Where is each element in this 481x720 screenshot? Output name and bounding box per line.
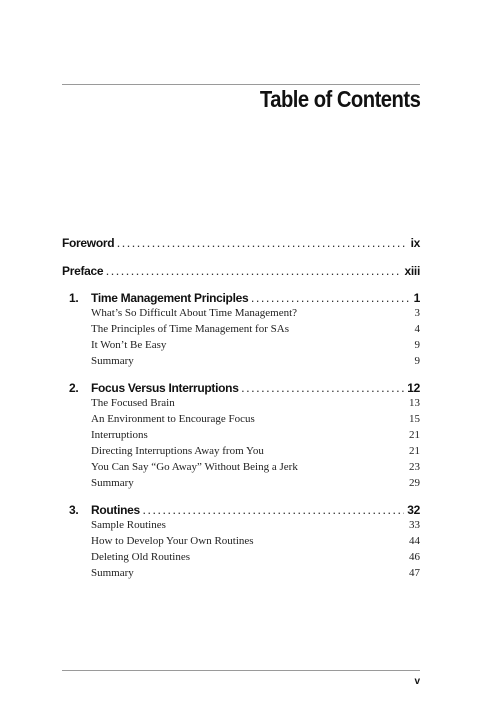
toc-section[interactable] (91, 323, 420, 335)
entry-page: 32 (407, 503, 420, 517)
entry-page: 1 (413, 291, 420, 305)
page-folio: v (414, 676, 420, 687)
section-page: 47 (409, 567, 420, 579)
dot-leader (106, 267, 401, 277)
section-title: The Focused Brain (91, 397, 175, 409)
toc-section[interactable] (91, 551, 420, 563)
section-page: 29 (409, 477, 420, 489)
section-page: 33 (409, 519, 420, 531)
section-title: Sample Routines (91, 519, 166, 531)
section-page: 13 (409, 397, 420, 409)
toc-entry-preface[interactable] (62, 264, 420, 278)
section-title: Deleting Old Routines (91, 551, 190, 563)
toc-section[interactable] (91, 339, 420, 351)
dot-leader (143, 506, 404, 516)
section-page: 21 (409, 429, 420, 441)
entry-title: Preface (62, 264, 104, 278)
section-page: 46 (409, 551, 420, 563)
entry-title: Focus Versus Interruptions (91, 381, 239, 395)
section-title: Summary (91, 567, 134, 579)
footer-rule (62, 670, 420, 671)
entry-page: ix (410, 236, 420, 250)
section-title: An Environment to Encourage Focus (91, 413, 255, 425)
toc-section[interactable] (91, 445, 420, 457)
section-title: Interruptions (91, 429, 148, 441)
chapter-number: 1. (69, 291, 79, 305)
toc-section[interactable] (91, 519, 420, 531)
section-page: 9 (414, 339, 420, 351)
toc-section[interactable] (91, 535, 420, 547)
toc-section[interactable] (91, 413, 420, 425)
section-page: 4 (414, 323, 420, 335)
entry-title: Routines (91, 503, 140, 517)
section-title: Directing Interruptions Away from You (91, 445, 264, 457)
section-title: Summary (91, 355, 134, 367)
section-page: 3 (414, 307, 420, 319)
entry-title: Time Management Principles (91, 291, 249, 305)
section-page: 23 (409, 461, 420, 473)
section-title: How to Develop Your Own Routines (91, 535, 254, 547)
toc-section[interactable] (91, 567, 420, 579)
chapter-number: 2. (69, 381, 79, 395)
chapter-number: 3. (69, 503, 79, 517)
toc-entry-chapter-2[interactable] (69, 381, 420, 395)
section-page: 15 (409, 413, 420, 425)
entry-page: xiii (404, 264, 420, 278)
section-title: It Won’t Be Easy (91, 339, 167, 351)
header-rule (62, 84, 420, 85)
section-page: 21 (409, 445, 420, 457)
toc-section[interactable] (91, 461, 420, 473)
toc-section[interactable] (91, 307, 420, 319)
section-title: You Can Say “Go Away” Without Being a Jerk (91, 461, 298, 473)
toc-section[interactable] (91, 477, 420, 489)
toc-section[interactable] (91, 397, 420, 409)
section-title: The Principles of Time Management for SAs (91, 323, 289, 335)
section-page: 44 (409, 535, 420, 547)
section-title: Summary (91, 477, 134, 489)
toc-section[interactable] (91, 429, 420, 441)
dot-leader (251, 294, 410, 304)
toc-section[interactable] (91, 355, 420, 367)
entry-title: Foreword (62, 236, 115, 250)
page-title: Table of Contents (259, 86, 420, 112)
dot-leader (242, 384, 405, 394)
dot-leader (117, 239, 407, 249)
section-page: 9 (414, 355, 420, 367)
toc-entry-chapter-3[interactable] (69, 503, 420, 517)
section-title: What’s So Difficult About Time Management? (91, 307, 298, 319)
toc-entry-chapter-1[interactable] (69, 291, 420, 305)
entry-page: 12 (407, 381, 420, 395)
toc-entry-foreword[interactable] (62, 236, 420, 250)
